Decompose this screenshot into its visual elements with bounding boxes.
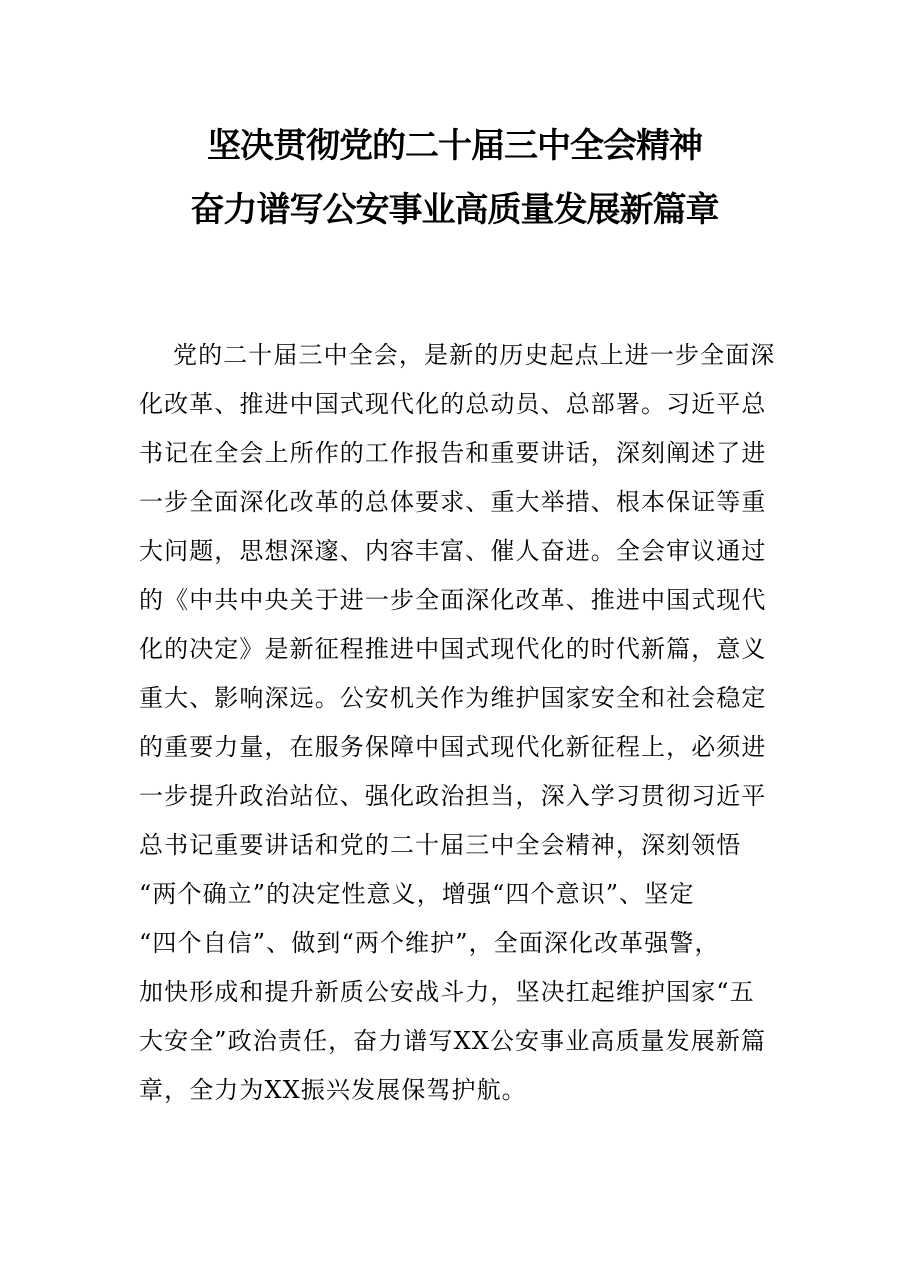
body-line: 章，全力为XX振兴发展保驾护航。 <box>139 1076 527 1104</box>
document-title <box>0 114 909 242</box>
body-line: “两个确立”的决定性意义，增强“四个意识”、坚定 <box>139 880 695 908</box>
body-line: 一步提升政治站位、强化政治担当，深入学习贯彻习近平 <box>139 782 767 810</box>
body-line: 总书记重要讲话和党的二十届三中全会精神，深刻领悟 <box>139 831 742 859</box>
body-line: 党的二十届三中全会，是新的历史起点上进一步全面深 <box>173 341 776 369</box>
title-line-1: 坚决贯彻党的二十届三中全会精神 <box>207 126 702 166</box>
body-line: 加快形成和提升新质公安战斗力，坚决扛起维护国家“五 <box>139 978 755 1006</box>
body-line: 的《中共中央关于进一步全面深化改革、推进中国式现代 <box>139 586 767 614</box>
body-line: 的重要力量，在服务保障中国式现代化新征程上，必须进 <box>139 733 767 761</box>
body-line: 大安全”政治责任，奋力谱写XX公安事业高质量发展新篇 <box>139 1027 767 1055</box>
body-line: 一步全面深化改革的总体要求、重大举措、根本保证等重 <box>139 488 767 516</box>
body-line: 书记在全会上所作的工作报告和重要讲话，深刻阐述了进 <box>139 439 767 467</box>
body-line: 化改革、推进中国式现代化的总动员、总部署。习近平总 <box>139 390 767 418</box>
body-line: 化的决定》是新征程推进中国式现代化的时代新篇，意义 <box>139 635 767 663</box>
body-line: “四个自信”、做到“两个维护”，全面深化改革强警， <box>139 929 720 957</box>
body-paragraph <box>139 331 776 1115</box>
title-line-2: 奋力谱写公安事业高质量发展新篇章 <box>190 190 719 230</box>
body-line: 重大、影响深远。公安机关作为维护国家安全和社会稳定 <box>139 684 767 712</box>
body-line: 大问题，思想深邃、内容丰富、催人奋进。全会审议通过 <box>139 537 767 565</box>
